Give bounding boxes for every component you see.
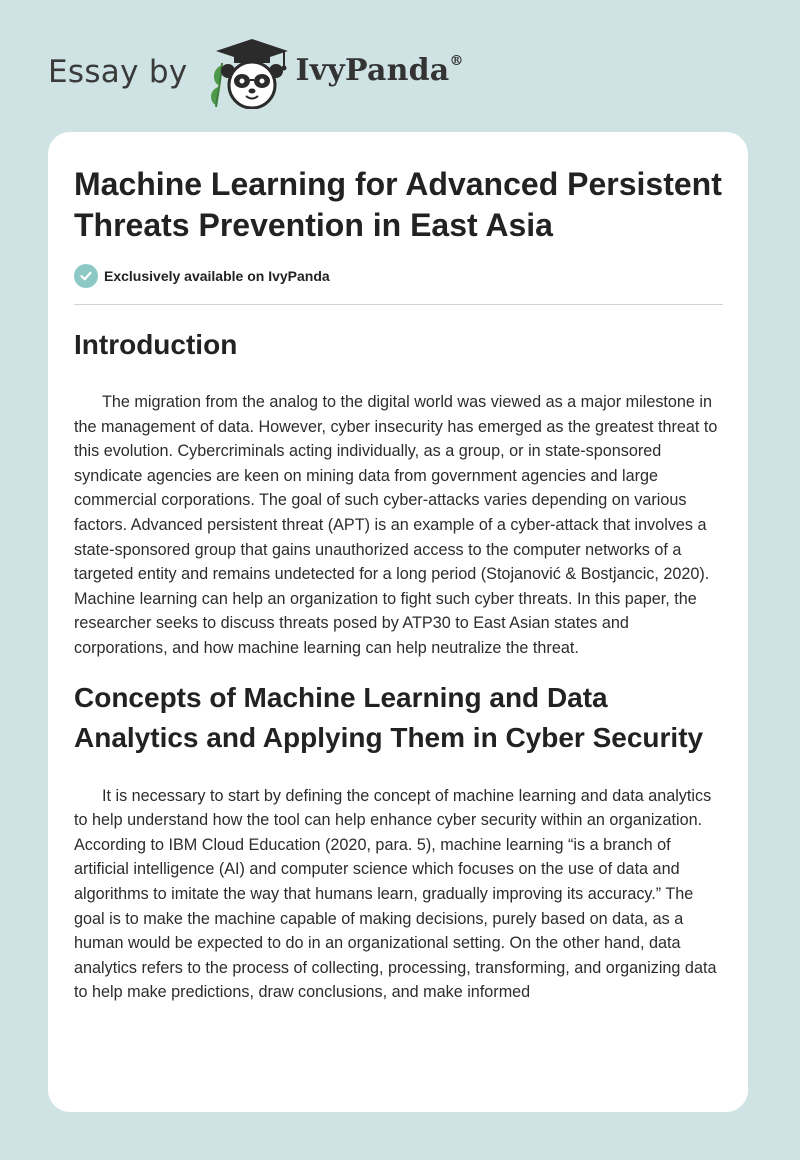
brand-text: IvyPanda (295, 52, 450, 88)
page-title: Machine Learning for Advanced Persistent Threats Prevention in East Asia (74, 166, 722, 243)
exclusive-label: Exclusively available on IvyPanda (104, 268, 330, 284)
site-header (48, 32, 464, 112)
registered-mark: ® (449, 52, 464, 69)
section-paragraph-concepts: It is necessary to start by defining the concept of machine learning and data analytics to help understand how the tool can help enhance cyber security within an organization. According to IBM Cloud Education (2020, para. 5), machine learning “is a branch of artificial intelligence (AI) and computer science which focuses on the use of data and algorithms to imitate the way that humans learn, gradually improving its accuracy.” The goal is to make the machine capable of making decisions, purely based on data, as a human would be expected to do in an organizational setting. On the other hand, data analytics refers to the process of collecting, processing, transforming, and organizing data to help make predictions, draw conclusions, and make informed (74, 786, 717, 1002)
ivypanda-logo[interactable] (204, 35, 464, 109)
essay-card (48, 132, 748, 1112)
essay-by-label: Essay by (48, 53, 188, 90)
check-icon (74, 264, 98, 288)
panda-graduate-icon (204, 35, 290, 109)
brand-name (296, 53, 464, 88)
section-paragraph-introduction: The migration from the analog to the digital world was viewed as a major milestone in the management of data. However, cyber insecurity has emerged as the greatest threat to this evolution. Cybercriminals acting individually, as a group, or in state-sponsored syndicate agencies are keen on mining data from government agencies and large commercial corporations. The goal of such cyber-attacks varies depending on various factors. Advanced persistent threat (APT) is an example of a cyber-attack that involves a state-sponsored group that gains unauthorized access to the computer networks of a targeted entity and remains undetected for a long period (Stojanović & Bostjancic, 2020). Machine learning can help an organization to fight such cyber threats. In this paper, the researcher seeks to discuss threats posed by ATP30 to East Asian states and corporations, and how machine learning can help neutralize the threat. (74, 393, 718, 657)
section-heading-concepts: Concepts of Machine Learning and Data Analytics and Applying Them in Cyber Security (74, 681, 704, 753)
exclusive-badge (74, 263, 722, 289)
section-heading-introduction: Introduction (74, 329, 238, 360)
divider (74, 304, 723, 305)
